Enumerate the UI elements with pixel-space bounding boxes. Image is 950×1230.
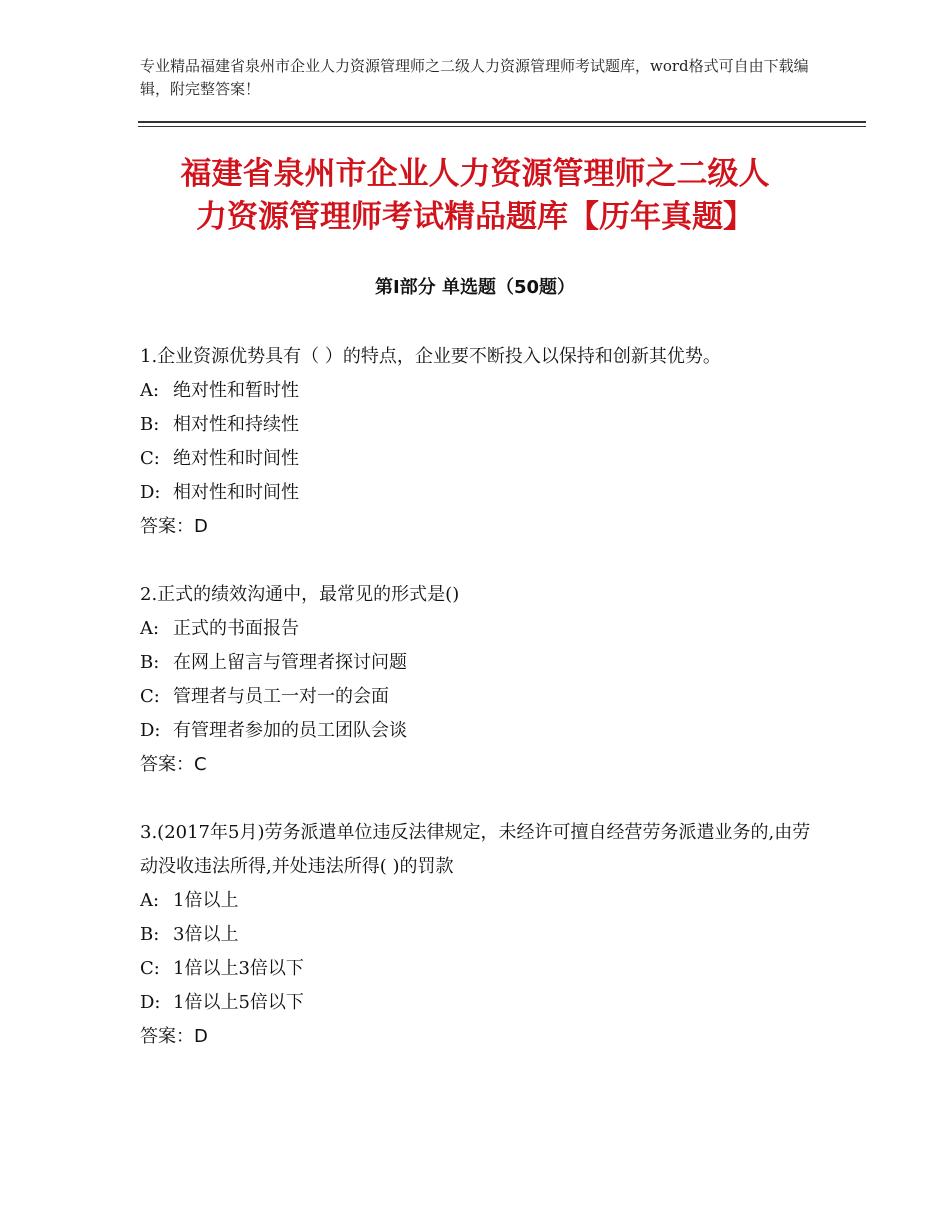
option-letter: D: (140, 720, 161, 741)
header-divider-thin (138, 126, 866, 127)
option-letter: D: (140, 482, 161, 503)
option-text: 相对性和持续性 (173, 414, 299, 435)
question-list (140, 340, 820, 1088)
option-b (140, 408, 820, 442)
option-c (140, 952, 820, 986)
option-letter: C: (140, 448, 160, 469)
option-letter: D: (140, 992, 161, 1013)
option-text: 在网上留言与管理者探讨问题 (173, 652, 407, 673)
option-text: 1倍以上5倍以下 (173, 992, 304, 1013)
option-text: 正式的书面报告 (173, 618, 299, 639)
header-divider-thick (138, 121, 866, 123)
header-note: 专业精品福建省泉州市企业人力资源管理师之二级人力资源管理师考试题库，word格式可自由下载编辑，附完整答案！ (140, 57, 809, 98)
option-c (140, 442, 820, 476)
question-stem: 3.(2017年5月)劳务派遣单位违反法律规定，未经许可擅自经营劳务派遣业务的,由劳动没收违法所得,并处违法所得( )的罚款 (140, 822, 811, 877)
section-title: 第Ⅰ部分 单选题（50题） (374, 277, 575, 298)
option-letter: A: (140, 618, 160, 639)
option-letter: B: (140, 652, 160, 673)
document-title-line-1: 福建省泉州市企业人力资源管理师之二级人 (180, 156, 770, 192)
option-text: 绝对性和时间性 (173, 448, 299, 469)
answer-key: 答案：D (140, 1026, 208, 1047)
option-text: 绝对性和暂时性 (173, 380, 299, 401)
option-d (140, 986, 820, 1020)
option-letter: A: (140, 380, 160, 401)
option-text: 管理者与员工一对一的会面 (173, 686, 389, 707)
answer-key: 答案：C (140, 754, 207, 775)
option-a (140, 374, 820, 408)
option-letter: C: (140, 958, 160, 979)
option-text: 有管理者参加的员工团队会谈 (173, 720, 407, 741)
option-text: 1倍以上 (173, 890, 239, 911)
document-title-line-2: 力资源管理师考试精品题库【历年真题】 (196, 199, 754, 235)
option-letter: B: (140, 414, 160, 435)
option-b (140, 646, 820, 680)
option-letter: B: (140, 924, 160, 945)
option-text: 1倍以上3倍以下 (173, 958, 304, 979)
option-letter: C: (140, 686, 160, 707)
option-a (140, 612, 820, 646)
option-d (140, 476, 820, 510)
option-b (140, 918, 820, 952)
question-stem: 2.正式的绩效沟通中，最常见的形式是() (140, 584, 460, 605)
option-letter: A: (140, 890, 160, 911)
document-title (140, 153, 810, 239)
question-2 (140, 578, 820, 782)
option-d (140, 714, 820, 748)
answer-key: 答案：D (140, 516, 208, 537)
question-stem: 1.企业资源优势具有（ ）的特点，企业要不断投入以保持和创新其优势。 (140, 346, 721, 367)
option-text: 3倍以上 (173, 924, 239, 945)
option-text: 相对性和时间性 (173, 482, 299, 503)
question-3 (140, 816, 820, 1054)
option-a (140, 884, 820, 918)
question-1 (140, 340, 820, 544)
option-c (140, 680, 820, 714)
